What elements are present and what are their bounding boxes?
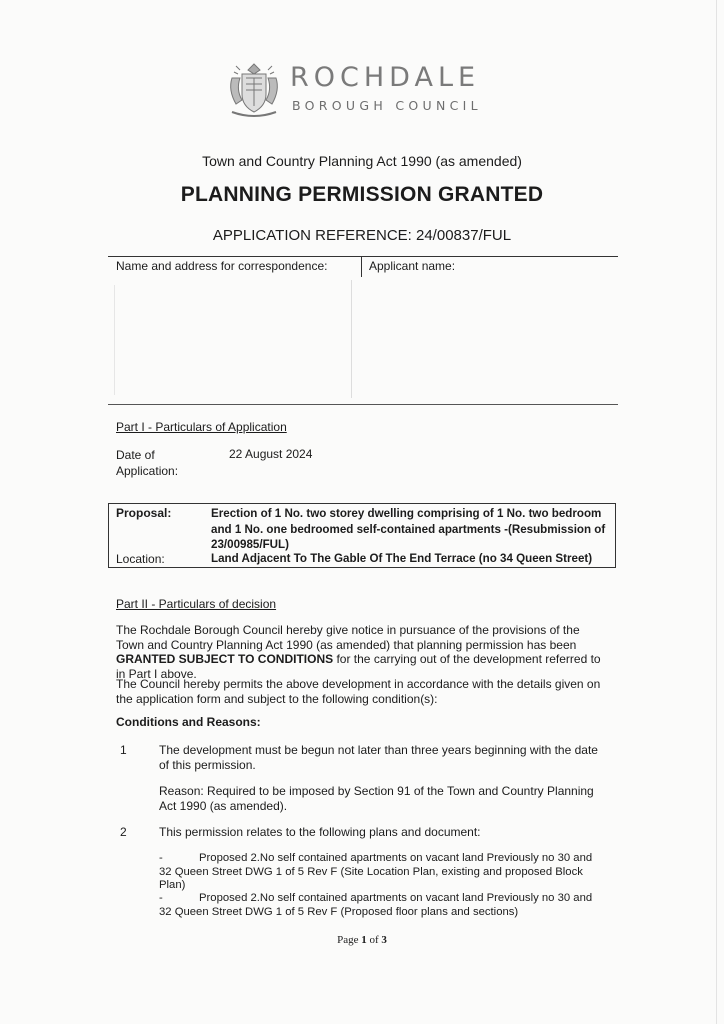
condition-number: 1 — [120, 743, 127, 757]
condition-reason: Reason: Required to be imposed by Section 91 of the Town and Country Planning Act 1990 (as amended). — [159, 784, 594, 813]
condition-text: The development must be begun not later than three years beginning with the date of this permission. — [159, 743, 598, 772]
decision-paragraph — [116, 623, 606, 681]
permission-paragraph: The Council hereby permits the above development in accordance with the details given on the application form and subject to the following condition(s): — [116, 677, 601, 706]
correspondence-bottom-rule — [108, 404, 618, 405]
page-current: 1 — [361, 934, 367, 946]
scan-edge — [716, 0, 717, 1024]
plan-list-item — [159, 892, 605, 919]
correspondence-divider-faint — [351, 280, 352, 398]
council-subtitle: BOROUGH COUNCIL — [292, 98, 482, 113]
list-dash: - — [159, 852, 163, 864]
council-logo — [226, 60, 506, 120]
plan-text: Proposed 2.No self contained apartments on vacant land Previously no 30 and 32 Queen Street DWG 1 of 5 Rev F (Proposed floor plans and sections) — [159, 892, 593, 918]
correspondence-left-faint — [114, 285, 115, 395]
date-of-application-label: Date of Application: — [116, 448, 179, 478]
act-line: Town and Country Planning Act 1990 (as amended) — [202, 153, 522, 169]
page-total: 3 — [381, 934, 387, 946]
correspondence-divider — [361, 256, 362, 277]
council-crest-icon — [226, 60, 282, 120]
correspondence-label: Name and address for correspondence: — [116, 259, 328, 273]
conditions-heading: Conditions and Reasons: — [116, 715, 261, 729]
plan-list-item — [159, 852, 605, 893]
applicant-name-label: Applicant name: — [369, 259, 456, 273]
part2-heading: Part II - Particulars of decision — [116, 597, 277, 611]
page-prefix: Page — [337, 934, 362, 946]
condition-text: This permission relates to the following plans and document: — [159, 825, 481, 839]
page-of: of — [366, 934, 382, 946]
condition-number: 2 — [120, 825, 127, 839]
page-title: PLANNING PERMISSION GRANTED — [180, 183, 544, 206]
list-dash: - — [159, 892, 163, 904]
council-name: ROCHDALE — [290, 62, 481, 93]
plan-text: Proposed 2.No self contained apartments on vacant land Previously no 30 and 32 Queen Street DWG 1 of 5 Rev F (Site Location Plan, existing and proposed Block Plan) — [159, 852, 593, 891]
decision-text-end: for the carrying out of the development referred to in Part I above. — [116, 652, 601, 681]
correspondence-top-rule — [108, 256, 618, 257]
application-reference: APPLICATION REFERENCE: 24/00837/FUL — [212, 227, 512, 244]
date-of-application-value: 22 August 2024 — [229, 447, 313, 461]
location-text: Land Adjacent To The Gable Of The End Terrace (no 34 Queen Street) — [211, 552, 593, 565]
page-number — [0, 934, 724, 946]
part1-heading: Part I - Particulars of Application — [116, 420, 287, 434]
decision-text-start: The Rochdale Borough Council hereby give notice in pursuance of the provisions of the Town and Country Planning Act 1990 (as amended) that planning permission has been — [116, 623, 580, 652]
proposal-text: Erection of 1 No. two storey dwelling comprising of 1 No. two bedroom and 1 No. one bedroomed self-contained apartments -(Resubmission of 23/00985/FUL) — [211, 507, 606, 551]
location-label: Location: — [116, 552, 165, 566]
proposal-label: Proposal: — [116, 506, 172, 520]
decision-granted-text: GRANTED SUBJECT TO CONDITIONS — [116, 652, 334, 666]
